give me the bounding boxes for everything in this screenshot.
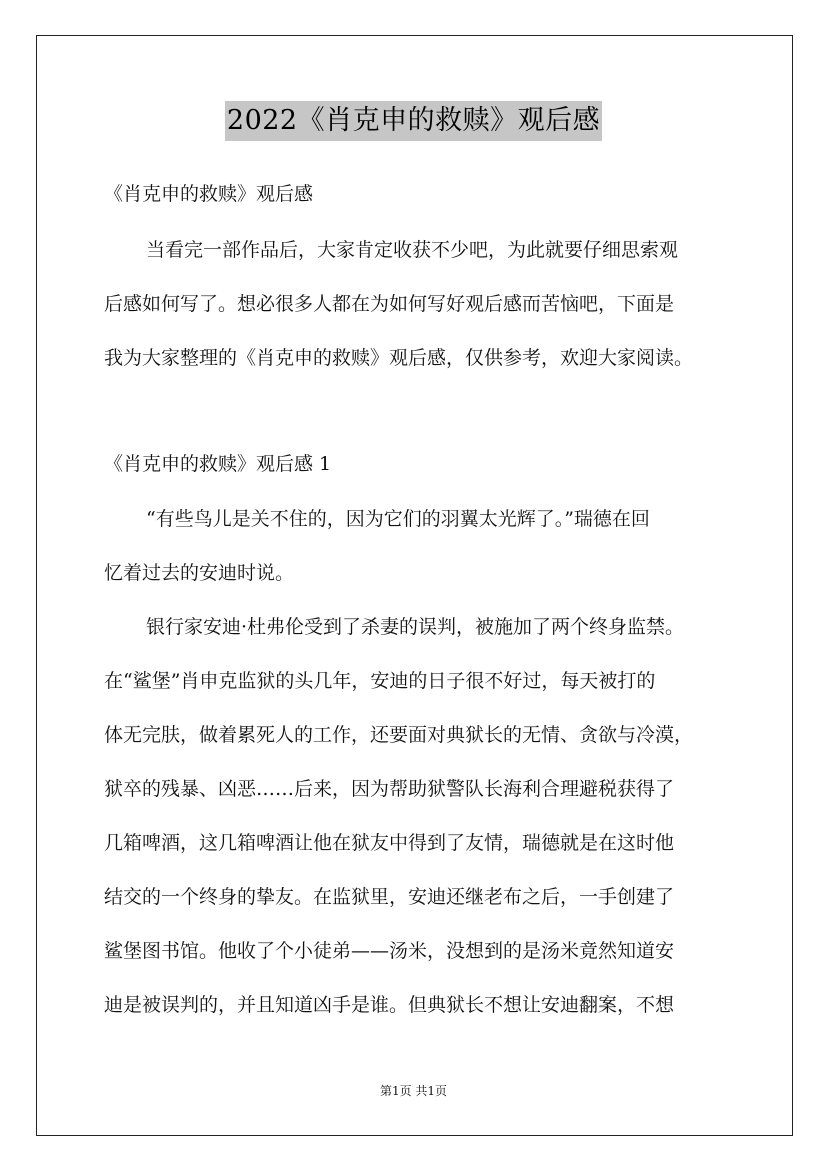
page-footer: 第1页 共1页 xyxy=(379,1084,448,1098)
paragraph-line: 银行家安迪·杜弗伦受到了杀妻的误判，被施加了两个终身监禁。 xyxy=(146,616,685,638)
section-heading: 《肖克申的救赎》观后感 1 xyxy=(104,453,332,475)
paragraph-line: 结交的一个终身的挚友。在监狱里，安迪还继老布之后，一手创建了 xyxy=(104,886,675,908)
paragraph-line: 鲨堡图书馆。他收了个小徒弟——汤米，没想到的是汤米竟然知道安 xyxy=(104,940,675,962)
paragraph-line: “有些鸟儿是关不住的，因为它们的羽翼太光辉了。”瑞德在回 xyxy=(146,508,650,530)
paragraph-line: 狱卒的残暴、凶恶……后来，因为帮助狱警队长海利合理避税获得了 xyxy=(104,778,675,800)
paragraph-line: 体无完肤，做着累死人的工作，还要面对典狱长的无情、贪欲与冷漠， xyxy=(104,724,694,746)
intro-line: 后感如何写了。想必很多人都在为如何写好观后感而苦恼吧，下面是 xyxy=(104,293,675,315)
paragraph-line: 几箱啤酒，这几箱啤酒让他在狱友中得到了友情，瑞德就是在这时他 xyxy=(104,832,675,854)
title-container xyxy=(0,101,827,141)
paragraph-line: 迪是被误判的，并且知道凶手是谁。但典狱长不想让安迪翻案，不想 xyxy=(104,994,675,1016)
paragraph-line: 忆着过去的安迪时说。 xyxy=(104,562,295,584)
document-title: 2022《肖克申的救赎》观后感 xyxy=(225,101,602,141)
intro-line: 我为大家整理的《肖克申的救赎》观后感，仅供参考，欢迎大家阅读。 xyxy=(104,347,694,369)
document-subtitle: 《肖克申的救赎》观后感 xyxy=(104,183,314,205)
intro-line: 当看完一部作品后，大家肯定收获不少吧，为此就要仔细思索观 xyxy=(146,239,679,261)
paragraph-line: 在“鲨堡”肖申克监狱的头几年，安迪的日子很不好过，每天被打的 xyxy=(104,670,656,692)
